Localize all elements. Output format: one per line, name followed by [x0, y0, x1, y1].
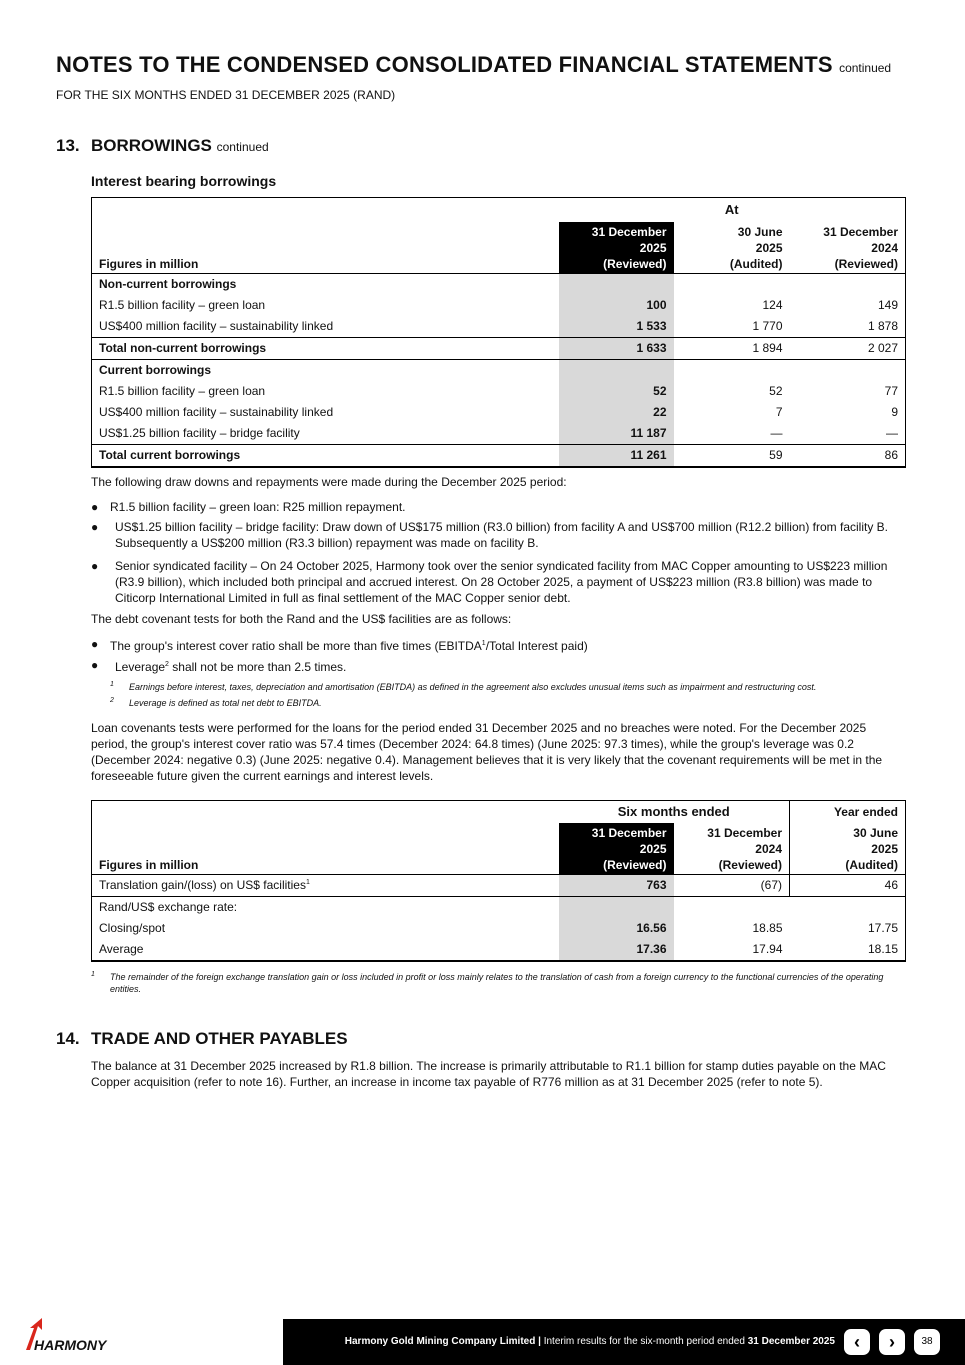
column-header-prior-1: 30 June 2025 (Audited)	[729, 224, 783, 271]
table-row: Current borrowings	[92, 359, 906, 381]
translation-table	[91, 800, 906, 962]
group-header: Year ended	[833, 804, 898, 819]
table-row: R1.5 billion facility – green loan 52 52 77	[92, 381, 906, 402]
table-row: Closing/spot 16.56 18.85 17.75	[92, 918, 906, 939]
table-header-row	[92, 823, 906, 875]
loan-covenants-paragraph: Loan covenants tests were performed for the loans for the period ended 31 December 2025 and no breaches were noted. For the December 2025 period, the group's interest cover ratio was 57.4 times (December 2024: 64.8 times) (June 2025: 97.3 times), while the group's leverage was 0.2 (December 2024: negative 0.3) (June 2025: negative 0.4). Management believes that it is very likely that the covenant requirements will be met in the foreseeable future given the current earnings and interest levels.	[91, 721, 883, 783]
bullet-icon: ●	[91, 500, 99, 514]
page-number: 38	[914, 1329, 940, 1355]
table-row: US$400 million facility – sustainability linked 1 533 1 770 1 878	[92, 316, 906, 338]
table-row: R1.5 billion facility – green loan 100 124 149	[92, 295, 906, 316]
column-header-prior-2: 31 December 2024 (Reviewed)	[823, 224, 898, 271]
column-header-current: 31 December 2025 (Reviewed)	[559, 823, 674, 875]
next-page-button[interactable]	[879, 1329, 905, 1355]
page-subtitle: FOR THE SIX MONTHS ENDED 31 DECEMBER 2025 (RAND)	[56, 88, 396, 102]
table-row: US$1.25 billion facility – bridge facility 11 187 — —	[92, 423, 906, 445]
bullet-icon: ●	[91, 520, 99, 534]
table-row: Rand/US$ exchange rate:	[92, 896, 906, 918]
covenant-intro: The debt covenant tests for both the Rand and the US$ facilities are as follows:	[91, 612, 512, 626]
column-label-header: Figures in million	[99, 256, 199, 271]
payables-paragraph: The balance at 31 December 2025 increased by R1.8 billion. The increase is primarily attributable to R1.1 billion for stamp duties payable on the MAC Copper acquisition (refer to note 16). Further, an increase in income tax payable of R776 million as at 31 December 2025 (refer to note 5).	[91, 1059, 886, 1089]
footer-text: Harmony Gold Mining Company Limited | Interim results for the six-month period ended 31 December 2025	[344, 1336, 835, 1347]
table-row: Translation gain/(loss) on US$ facilities$^1$ 763 (67) 46	[92, 874, 906, 896]
harmony-logo-icon	[20, 1316, 160, 1360]
borrowings-table	[91, 197, 906, 468]
table-subheading: Interest bearing borrowings	[91, 173, 277, 189]
bullet-icon: ●	[91, 637, 99, 651]
column-label-header: Figures in million	[99, 857, 199, 872]
group-header: Six months ended	[559, 801, 790, 823]
table-header-row	[92, 222, 906, 274]
table-row-total: Total current borrowings 11 261 59 86	[92, 444, 906, 467]
chevron-right-icon: ›	[889, 1332, 895, 1352]
table-row: US$400 million facility – sustainability linked 22 7 9	[92, 402, 906, 423]
column-header-current: 31 December 2025 (Reviewed)	[559, 222, 674, 274]
section-title: TRADE AND OTHER PAYABLES	[91, 1029, 348, 1048]
table-row: Average 17.36 17.94 18.15	[92, 939, 906, 961]
table-row-total: Total non-current borrowings 1 633 1 894 2 027	[92, 337, 906, 359]
page-title: NOTES TO THE CONDENSED CONSOLIDATED FINANCIAL STATEMENTS continued	[56, 52, 892, 77]
footer-bar	[283, 1319, 965, 1365]
group-header: At	[724, 202, 739, 218]
chevron-left-icon: ‹	[854, 1332, 860, 1352]
section-number: 13.	[56, 136, 80, 155]
section-14-heading	[56, 1029, 348, 1049]
harmony-logo	[20, 1316, 160, 1360]
drawdowns-intro: The following draw downs and repayments were made during the December 2025 period:	[91, 475, 567, 489]
section-title: BORROWINGS	[91, 136, 212, 155]
section-13-heading	[56, 136, 269, 156]
svg-text:HARMONY: HARMONY	[34, 1337, 107, 1353]
bullet-icon: ●	[91, 658, 99, 672]
previous-page-button[interactable]	[844, 1329, 870, 1355]
column-header-prior-2: 30 June 2025 (Audited)	[845, 825, 898, 872]
column-header-prior-1: 31 December 2024 (Reviewed)	[674, 823, 790, 875]
section-number: 14.	[56, 1029, 80, 1048]
section-suffix: continued	[216, 140, 269, 154]
title-suffix: continued	[839, 61, 892, 75]
bullet-icon: ●	[91, 559, 99, 573]
table-row: Non-current borrowings	[92, 273, 906, 295]
